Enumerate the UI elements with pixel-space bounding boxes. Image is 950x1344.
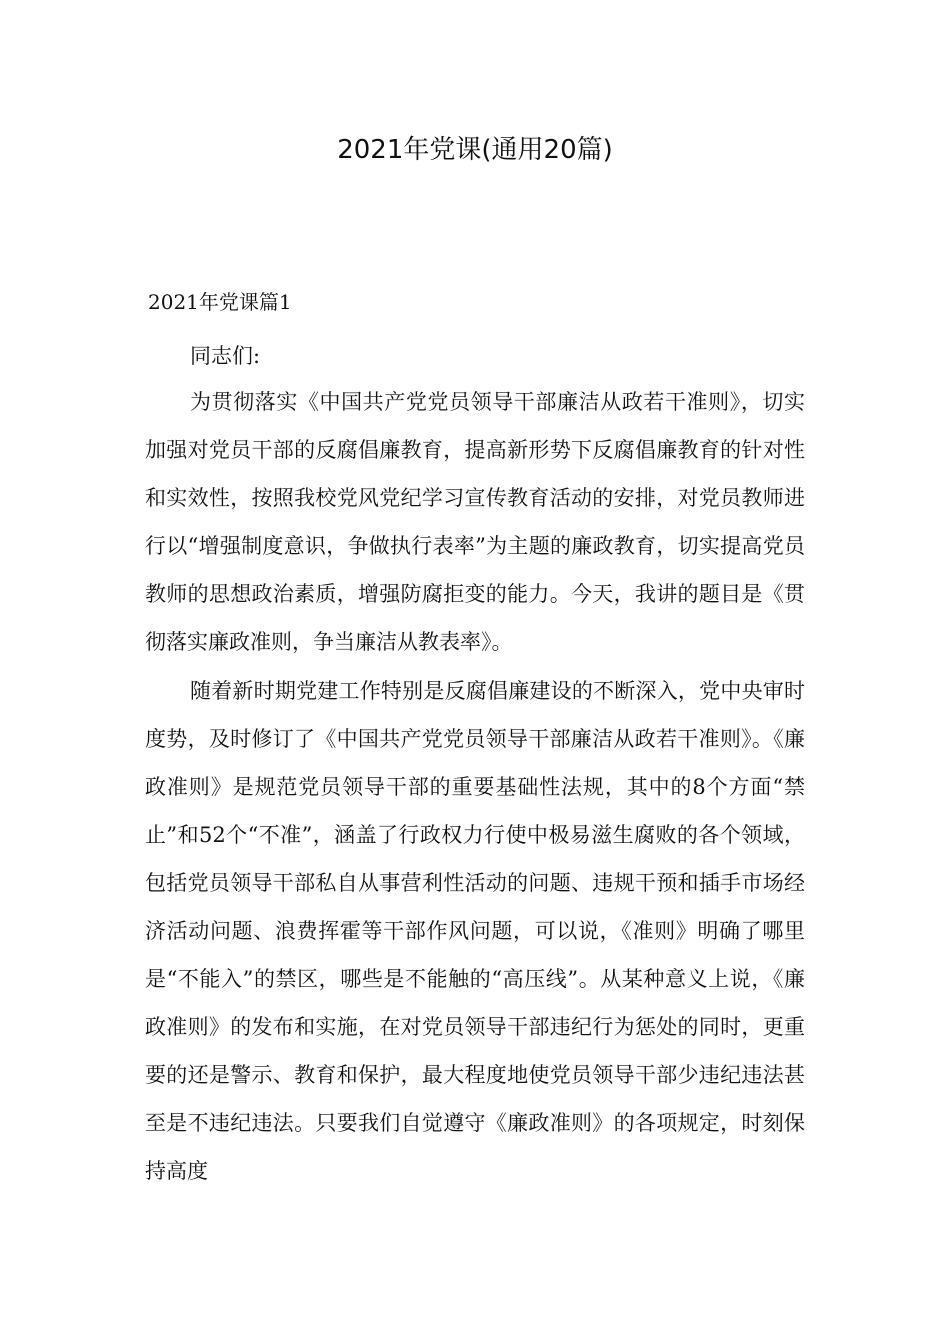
body-paragraph-1: 为贯彻落实《中国共产党党员领导干部廉洁从政若干准则》，切实加强对党员干部的反腐倡廉教育，提高新形势下反腐倡廉教育的针对性和实效性，按照我校党风党纪学习宣传教育活动的安排，对党员教师进行以“增强制度意识，争做执行表率”为主题的廉政教育，切实提高党员教师的思想政治素质，增强防腐拒变的能力。今天，我讲的题目是《贯彻落实廉政准则，争当廉洁从教表率》。	[145, 390, 805, 654]
greeting-paragraph: 同志们:	[190, 344, 261, 368]
document-title: 2021年党课(通用20篇)	[337, 135, 613, 165]
section-heading: 2021年党课篇1	[148, 290, 292, 314]
body-paragraph-2: 随着新时期党建工作特别是反腐倡廉建设的不断深入，党中央审时度势，及时修订了《中国共产党党员领导干部廉洁从政若干准则》。《廉政准则》是规范党员领导干部的重要基础性法规，其中的8个方面“禁止”和52个“不准”，涵盖了行政权力行使中极易滋生腐败的各个领域，包括党员领导干部私自从事营利性活动的问题、违规干预和插手市场经济活动问题、浪费挥霍等干部作风问题，可以说，《准则》明确了哪里是“不能入”的禁区，哪些是不能触的“高压线”。从某种意义上说，《廉政准则》的发布和实施，在对党员领导干部违纪行为惩处的同时，更重要的还是警示、教育和保护，最大程度地使党员领导干部少违纪违法甚至是不违纪违法。只要我们自觉遵守《廉政准则》的各项规定，时刻保持高度	[145, 679, 805, 1183]
